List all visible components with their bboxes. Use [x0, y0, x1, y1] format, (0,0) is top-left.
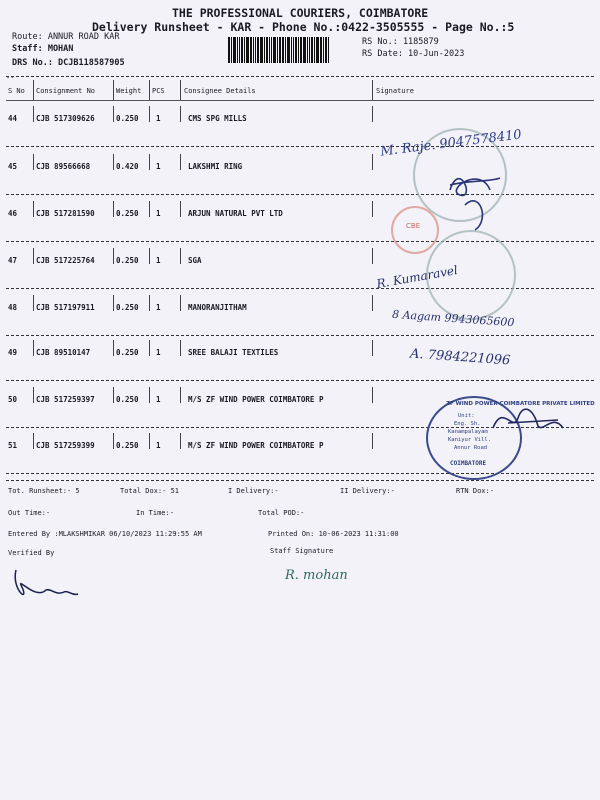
barcode-bar — [250, 37, 252, 63]
row-consignee: LAKSHMI RING — [188, 162, 243, 171]
row-col-sep — [149, 295, 150, 311]
row-col-sep — [113, 201, 114, 217]
row-col-sep — [372, 248, 373, 264]
row-consignment: CJB 517259397 — [36, 395, 95, 404]
row-consignee: SGA — [188, 256, 202, 265]
row-consignee: MANORANJITHAM — [188, 303, 247, 312]
out-time: Out Time:- — [8, 509, 51, 517]
row-consignee: CMS SPG MILLS — [188, 114, 247, 123]
row-sno: 44 — [8, 114, 18, 123]
row-col-sep — [149, 433, 150, 449]
barcode-bar — [325, 37, 327, 63]
row-sno: 51 — [8, 441, 18, 450]
row-col-sep — [149, 387, 150, 403]
row-col-sep — [113, 433, 114, 449]
row-pcs: 1 — [156, 256, 161, 265]
divider — [6, 100, 594, 101]
row-col-sep — [372, 387, 373, 403]
zf-seal-line: Eng. Sh. — [454, 421, 481, 427]
row-col-sep — [33, 433, 34, 449]
row-col-sep — [180, 106, 181, 122]
row-col-sep — [180, 295, 181, 311]
company-name: THE PROFESSIONAL COURIERS, COIMBATORE — [172, 6, 429, 20]
tot-runsheet: Tot. Runsheet:- 5 — [8, 487, 80, 495]
row-col-sep — [149, 201, 150, 217]
barcode-bar — [257, 37, 259, 63]
row-col-sep — [113, 387, 114, 403]
barcode-bar — [273, 37, 276, 63]
rs-number: RS No.: 1185879 — [362, 37, 439, 47]
row-weight: 0.250 — [116, 395, 139, 404]
row-consignee: M/S ZF WIND POWER COIMBATORE P — [188, 441, 324, 450]
drs-number: DRS No.: DCJB118587905 — [12, 58, 125, 68]
barcode-bar — [239, 37, 240, 63]
staff-signature-label: Staff Signature — [270, 547, 334, 555]
barcode-bar — [328, 37, 329, 63]
cbe-stamp-text: CBE — [406, 222, 421, 230]
row-consignment: CJB 89566668 — [36, 162, 91, 171]
barcode-bar — [260, 37, 263, 63]
zf-seal-line: Kanampalayam — [448, 429, 488, 435]
barcode-bar — [293, 37, 294, 63]
barcode-bar — [244, 37, 245, 63]
row-consignment: CJB 89510147 — [36, 348, 91, 357]
barcode — [228, 37, 352, 63]
row-divider — [6, 473, 594, 474]
rs-date: RS Date: 10-Jun-2023 — [362, 49, 465, 59]
barcode-bar — [323, 37, 324, 63]
barcode-bar — [285, 37, 286, 63]
barcode-bar — [246, 37, 249, 63]
row-consignment: CJB 517259399 — [36, 441, 95, 450]
total-pod: Total POD:- — [258, 509, 305, 517]
barcode-bar — [295, 37, 297, 63]
col-sep — [113, 80, 114, 100]
barcode-bar — [255, 37, 256, 63]
barcode-bar — [291, 37, 292, 63]
signature-row48: 8 Aagam 9943065600 — [391, 307, 515, 330]
footer-divider — [6, 480, 594, 481]
ii-delivery: II Delivery:- — [340, 487, 395, 495]
row-consignment: CJB 517225764 — [36, 256, 95, 265]
barcode-bar — [271, 37, 272, 63]
row-consignee: M/S ZF WIND POWER COIMBATORE P — [188, 395, 324, 404]
row-pcs: 1 — [156, 348, 161, 357]
row-col-sep — [149, 154, 150, 170]
barcode-bar — [287, 37, 290, 63]
barcode-bar — [279, 37, 281, 63]
row-divider — [6, 146, 594, 147]
row-pcs: 1 — [156, 303, 161, 312]
row-weight: 0.250 — [116, 114, 139, 123]
row-col-sep — [372, 433, 373, 449]
row-col-sep — [33, 387, 34, 403]
staff-label: Staff: MOHAN — [12, 44, 74, 54]
row-sno: 50 — [8, 395, 18, 404]
row-divider — [6, 241, 594, 242]
barcode-bar — [307, 37, 308, 63]
i-delivery: I Delivery:- — [228, 487, 279, 495]
col-sep — [180, 80, 181, 100]
zf-seal-bottom: COIMBATORE — [450, 460, 487, 467]
row-pcs: 1 — [156, 395, 161, 404]
row-col-sep — [113, 295, 114, 311]
row-pcs: 1 — [156, 209, 161, 218]
col-pcs: PCS — [152, 87, 165, 95]
row-col-sep — [372, 295, 373, 311]
barcode-bar — [241, 37, 243, 63]
row-sno: 49 — [8, 348, 18, 357]
row-sno: 47 — [8, 256, 18, 265]
row-weight: 0.250 — [116, 256, 139, 265]
row-pcs: 1 — [156, 162, 161, 171]
col-sep — [372, 80, 373, 100]
barcode-bar — [311, 37, 313, 63]
col-consignment: Consignment No — [36, 87, 96, 95]
col-consignee: Consignee Details — [184, 87, 256, 95]
divider — [6, 76, 594, 77]
barcode-bar — [264, 37, 265, 63]
signature-scribble-row45 — [430, 160, 510, 240]
verified-signature — [6, 560, 86, 610]
row-col-sep — [113, 106, 114, 122]
barcode-bar — [300, 37, 302, 63]
row-col-sep — [372, 154, 373, 170]
signature-scribble-row50 — [488, 398, 568, 438]
row-weight: 0.250 — [116, 348, 139, 357]
row-col-sep — [113, 154, 114, 170]
zf-seal-line: Unit: — [458, 413, 475, 419]
row-col-sep — [372, 106, 373, 122]
barcode-bar — [233, 37, 236, 63]
entered-by: Entered By :MLAKSHMIKAR 06/10/2023 11:29:55 AM — [8, 530, 202, 538]
row-col-sep — [180, 387, 181, 403]
row-sno: 46 — [8, 209, 18, 218]
signature-row44: M. Raje. 9047578410 — [379, 127, 523, 160]
barcode-bar — [303, 37, 306, 63]
row-weight: 0.420 — [116, 162, 139, 171]
row-sno: 45 — [8, 162, 18, 171]
barcode-bar — [309, 37, 310, 63]
col-sno: S No — [8, 87, 25, 95]
row-col-sep — [149, 248, 150, 264]
barcode-bar — [320, 37, 322, 63]
runsheet-title: Delivery Runsheet - KAR - Phone No.:0422-3505555 - Page No.:5 — [92, 20, 515, 34]
row-weight: 0.250 — [116, 441, 139, 450]
barcode-bar — [277, 37, 278, 63]
row-col-sep — [113, 248, 114, 264]
zf-seal-ring: ZF WIND POWER COIMBATORE PRIVATE LIMITED — [446, 401, 595, 407]
staff-signature-scribble: R. mohan — [285, 568, 348, 583]
col-sep — [149, 80, 150, 100]
row-consignee: ARJUN NATURAL PVT LTD — [188, 209, 283, 218]
col-signature: Signature — [376, 87, 414, 95]
barcode-bar — [231, 37, 232, 63]
row-col-sep — [33, 340, 34, 356]
row-col-sep — [33, 154, 34, 170]
row-col-sep — [149, 340, 150, 356]
row-col-sep — [372, 340, 373, 356]
row-weight: 0.250 — [116, 209, 139, 218]
row-consignee: SREE BALAJI TEXTILES — [188, 348, 279, 357]
in-time: In Time:- — [136, 509, 174, 517]
row-col-sep — [33, 201, 34, 217]
zf-seal-line: Kaniyur Vill. — [448, 437, 492, 443]
barcode-bar — [314, 37, 315, 63]
barcode-bar — [237, 37, 238, 63]
row-divider — [6, 380, 594, 381]
barcode-bar — [269, 37, 270, 63]
col-weight: Weight — [116, 87, 142, 95]
row-pcs: 1 — [156, 441, 161, 450]
verified-by: Verified By — [8, 549, 55, 557]
row-col-sep — [180, 248, 181, 264]
row-divider — [6, 335, 594, 336]
row-col-sep — [180, 201, 181, 217]
row-col-sep — [149, 106, 150, 122]
row-col-sep — [180, 340, 181, 356]
row-col-sep — [180, 154, 181, 170]
printed-on: Printed On: 10-06-2023 11:31:00 — [268, 530, 399, 538]
zf-seal-line: Annur Road — [454, 445, 488, 451]
row-col-sep — [33, 295, 34, 311]
col-sep — [33, 80, 34, 100]
row-col-sep — [113, 340, 114, 356]
row-sno: 48 — [8, 303, 18, 312]
total-dox: Total Dox:- 51 — [120, 487, 180, 495]
signature-row47: R. Kumaravel — [375, 262, 459, 292]
row-weight: 0.250 — [116, 303, 139, 312]
row-consignment: CJB 517197911 — [36, 303, 95, 312]
barcode-bar — [253, 37, 254, 63]
barcode-bar — [266, 37, 268, 63]
row-col-sep — [180, 433, 181, 449]
divider-marks: -- — [6, 74, 15, 82]
barcode-bar — [282, 37, 284, 63]
barcode-bar — [228, 37, 230, 63]
row-consignment: CJB 517281590 — [36, 209, 95, 218]
route-label: Route: ANNUR ROAD KAR — [12, 32, 120, 42]
row-col-sep — [33, 106, 34, 122]
signature-row49: A. 7984221096 — [409, 346, 511, 369]
barcode-bar — [316, 37, 319, 63]
row-col-sep — [372, 201, 373, 217]
row-pcs: 1 — [156, 114, 161, 123]
rtn-dox: RTN Dox:- — [456, 487, 494, 495]
barcode-bar — [298, 37, 299, 63]
row-col-sep — [33, 248, 34, 264]
row-consignment: CJB 517309626 — [36, 114, 95, 123]
